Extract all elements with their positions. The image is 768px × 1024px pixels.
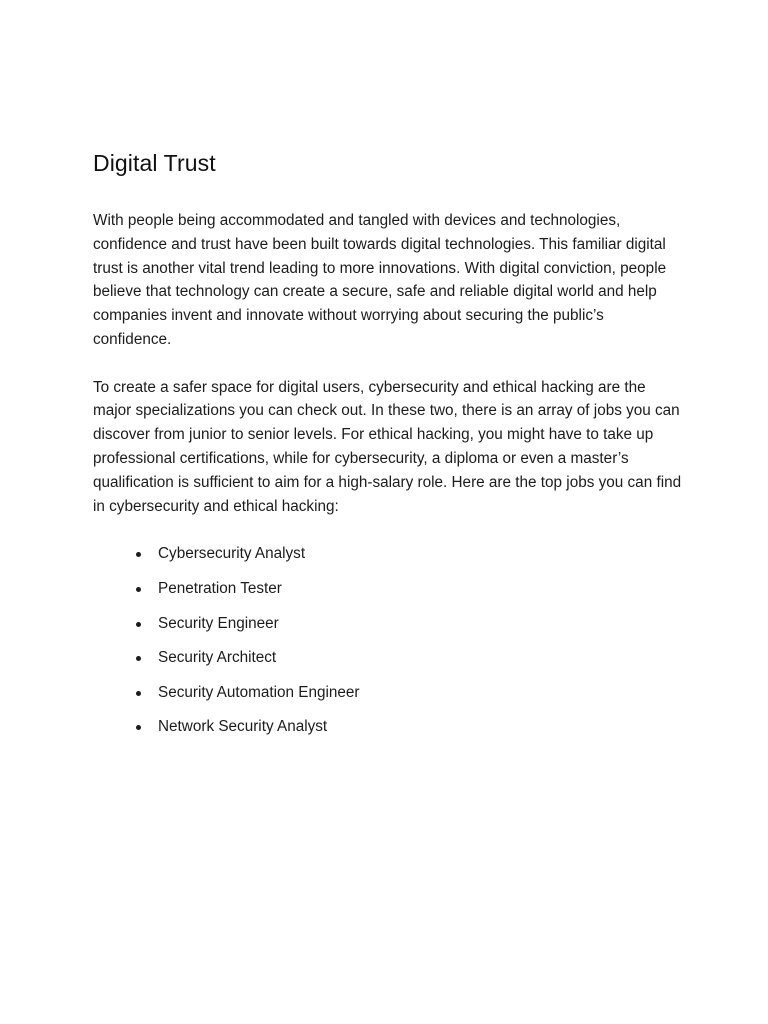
job-title: Network Security Analyst [158,718,328,736]
list-item [93,579,683,599]
bullet-icon [136,656,141,661]
bullet-icon [136,552,141,557]
job-title: Penetration Tester [158,579,282,597]
intro-paragraph: With people being accommodated and tangled with devices and technologies, confidence and trust have been built towards digital technologies. This familiar digital trust is another vital trend leading to more innovations. With digital conviction, people believe that technology can create a secure, safe and reliable digital world and help companies invent and innovate without worrying about securing the public’s confidence. [93,212,667,348]
job-title: Cybersecurity Analyst [158,545,306,563]
careers-paragraph: To create a safer space for digital users, cybersecurity and ethical hacking are the major specializations you can check out. In these two, there is an array of jobs you can discover from junior to senior levels. For ethical hacking, you might have to take up professional certifications, while for cybersecurity, a diploma or even a master’s qualification is sufficient to aim for a high-salary role. Here are the top jobs you can find in cybersecurity and ethical hacking: [93,378,682,515]
bullet-icon [136,622,141,627]
bullet-icon [136,691,141,696]
list-item [93,717,683,737]
bullet-icon [136,725,141,730]
list-item [93,614,683,634]
list-item [93,648,683,668]
job-list [93,544,683,737]
document-content [93,148,683,752]
list-item [93,683,683,703]
bullet-icon [136,587,141,592]
job-title: Security Engineer [158,614,279,632]
document-title: Digital Trust [93,150,216,176]
job-title: Security Automation Engineer [158,683,360,701]
job-title: Security Architect [158,649,277,667]
list-item [93,544,683,564]
